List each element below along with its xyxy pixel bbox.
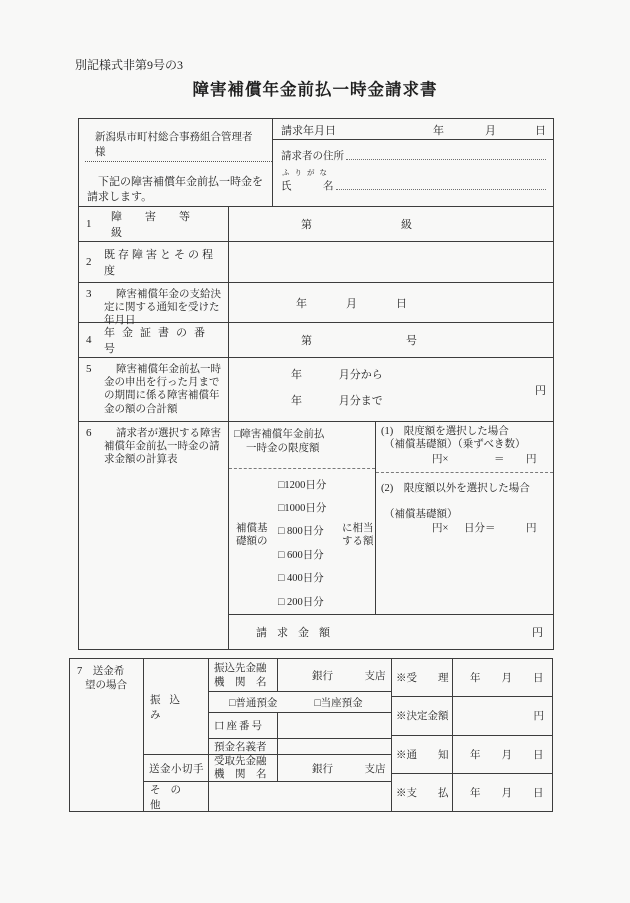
addressee-text: 新潟県市町村総合事務組合管理者 様 [85,129,272,162]
from-month-label: 月分から [338,369,383,381]
method-other-cell: その他 [144,782,209,812]
remittance-left-block [70,659,392,811]
row1-value-area[interactable] [229,207,553,241]
declaration-line1: 下記の障害補償年金前払一時金を [98,176,263,188]
claim-amount-row[interactable] [229,615,553,649]
section7-label-line2: 望の場合 [85,679,127,691]
row3-number: 3 [86,288,92,300]
notice-date-area[interactable]: 年 月 日 [470,749,544,761]
payment-date-area[interactable]: 年 月 日 [470,787,544,799]
row5-label-line4: 金の額の合計額 [104,403,178,415]
row4-number: 4 [86,334,92,346]
row-notice-date [79,282,553,327]
case1-yen-unit: 円 [526,454,537,465]
calculation-column [376,422,553,614]
account-holder-label: 預金名義者 [209,739,278,754]
row6-number: 6 [86,427,92,439]
row5-label-cell [79,358,229,421]
equivalent-amount-label: に相当 する額 [342,522,374,548]
claim-amount-label: 請求金額 [256,627,340,639]
header-row [79,119,553,206]
other-method-block [144,782,391,812]
receipt-date-area[interactable]: 年 月 日 [470,673,544,685]
request-date-row[interactable] [273,119,553,140]
checkbox-800-days[interactable]: □ 800日分 [278,526,324,538]
yen-unit: 円 [535,384,546,397]
remittance-label-cell [70,659,144,811]
limit-option-line1: □障害補償年金前払 [234,429,325,440]
address-input-line[interactable] [346,159,546,160]
case2-days-equals: 日分＝ [464,523,496,534]
bank-branch-labels: 銀行 支店 [312,763,386,775]
method-check-cell: 送金小切手 [144,755,209,781]
section7-label-line1: 7 送金希 [77,666,125,677]
checkbox-400-days[interactable]: □ 400日分 [278,573,324,585]
notice-label: ※通 知 [392,736,453,773]
grade-suffix: 級 [401,219,412,231]
row3-label-line2: 定に関する通知を受けた [104,302,220,314]
bank-transfer-block [144,659,391,755]
base-amount-label: 補償基 礎額の [236,522,268,548]
account-type-row [209,692,391,713]
row-existing-disability [79,241,553,282]
grade-prefix: 第 [301,219,312,231]
payment-label: ※支 払 [392,774,453,811]
row-pension-total [79,357,553,421]
day-label: 日 [535,125,546,137]
row6-label-line2: 補償年金前払一時金の請 [104,441,220,453]
page-title: 障害補償年金前払一時金請求書 [192,80,438,99]
row-pension-certificate [79,322,553,357]
method-transfer-cell: 振込み [144,659,209,754]
yen-unit: 円 [532,627,543,639]
account-number-label: 口座番号 [209,713,278,738]
row1-number: 1 [86,218,92,230]
row3-label-cell [79,283,229,327]
certificate-suffix: 号 [406,335,417,347]
decided-amount-label: ※決定金額 [392,697,453,734]
bank-branch-labels: 銀行 支店 [312,670,386,682]
receiving-bank-input-area[interactable] [278,755,391,781]
account-number-input-area[interactable] [278,713,391,738]
checkbox-ordinary-account[interactable]: □普通預金 [229,697,278,709]
row6-value-area [229,422,553,649]
office-use-block [392,659,552,811]
case2-heading: (2) 限度額以外を選択した場合 [381,483,530,494]
limit-option-line2: 一時金の限度額 [246,442,320,454]
request-date-label: 請求年月日 [281,125,336,137]
claimant-cell [273,119,553,206]
case2-yen-unit: 円 [526,523,537,534]
case1-equals: ＝ [494,454,505,465]
row3-label-line1: 障害補償年金の支給決 [116,289,221,300]
row5-label-line2: 金の申出を行った月まで [104,377,220,389]
month-label: 月 [346,297,357,310]
to-year-label: 年 [291,395,302,407]
furigana-label: ふりがな [282,168,332,177]
row5-number: 5 [86,363,92,375]
case2-yen-times: 円× [432,523,449,534]
office-decided-amount-row [392,697,552,735]
row1-label: 障害等級 [111,211,213,239]
year-label: 年 [433,125,444,137]
remittance-table [69,658,553,812]
row-disability-grade [79,206,553,241]
declaration-line2: 請求します。 [87,190,153,203]
row4-label-cell [79,323,229,357]
checkbox-limit-amount[interactable] [229,422,375,469]
month-label: 月 [485,125,496,137]
case1-yen-times: 円× [432,454,449,465]
row6-label-cell [79,422,229,649]
remittance-check-block [144,755,391,782]
row5-value-area[interactable] [229,358,553,421]
row2-number: 2 [86,256,92,268]
name-input-line[interactable] [336,189,547,190]
row-calculation-table [79,421,553,649]
office-receipt-row [392,659,552,697]
main-table [78,118,554,650]
name-label: 氏 名 [281,181,334,192]
row6-label-line3: 求金額の計算表 [104,454,178,466]
other-method-input-area[interactable] [209,782,391,812]
row1-label-cell [79,207,229,241]
addressee-cell [79,119,273,206]
address-label: 請求者の住所 [281,151,344,162]
checkbox-current-account[interactable]: □当座預金 [314,697,363,709]
from-year-label: 年 [291,369,302,381]
checkbox-600-days[interactable]: □ 600日分 [278,549,324,561]
case1-sub-label: （補償基礎額）（乗ずべき数） [384,439,526,451]
form-code: 別記様式非第9号の3 [75,58,184,72]
row5-label-line3: の期間に係る障害補償年 [104,390,220,402]
bank-branch-input-area[interactable] [278,659,391,691]
bank-name-label: 振込先金融 機 関 名 [209,659,278,691]
row4-value-area[interactable] [229,323,553,357]
office-notice-row [392,736,552,774]
row3-label-line3: 年月日 [104,315,136,327]
certificate-prefix: 第 [301,335,312,347]
decided-amount-area[interactable]: 円 [533,711,544,723]
checkbox-1200-days[interactable]: □1200日分 [278,479,327,491]
year-label: 年 [296,297,307,310]
row3-value-area[interactable] [229,283,553,322]
row2-label-cell [79,242,229,282]
days-option-area [229,469,375,614]
day-label: 日 [396,297,407,310]
checkbox-200-days[interactable]: □ 200日分 [278,596,324,608]
row4-label: 年金証書の番号 [104,327,212,355]
case1-limit-selected[interactable] [376,422,553,473]
checkbox-1000-days[interactable]: □1000日分 [278,502,327,514]
to-month-label: 月分まで [338,395,383,407]
row2-label: 既存障害とその程度 [104,249,216,277]
receipt-label: ※受 理 [392,659,453,696]
account-holder-input-area[interactable] [278,739,391,754]
amount-selection-column [229,422,376,614]
row6-label-line1: 請求者が選択する障害 [116,428,221,439]
case1-heading: (1) 限度額を選択した場合 [381,426,509,437]
office-payment-row [392,774,552,811]
receiving-bank-label: 受取先金融 機 関 名 [209,755,278,781]
row5-label-line1: 障害補償年金前払一時 [116,364,221,375]
case2-other-selected[interactable] [376,473,553,614]
case2-sub-label: （補償基礎額） [384,509,458,520]
row2-value-area[interactable] [229,242,553,282]
